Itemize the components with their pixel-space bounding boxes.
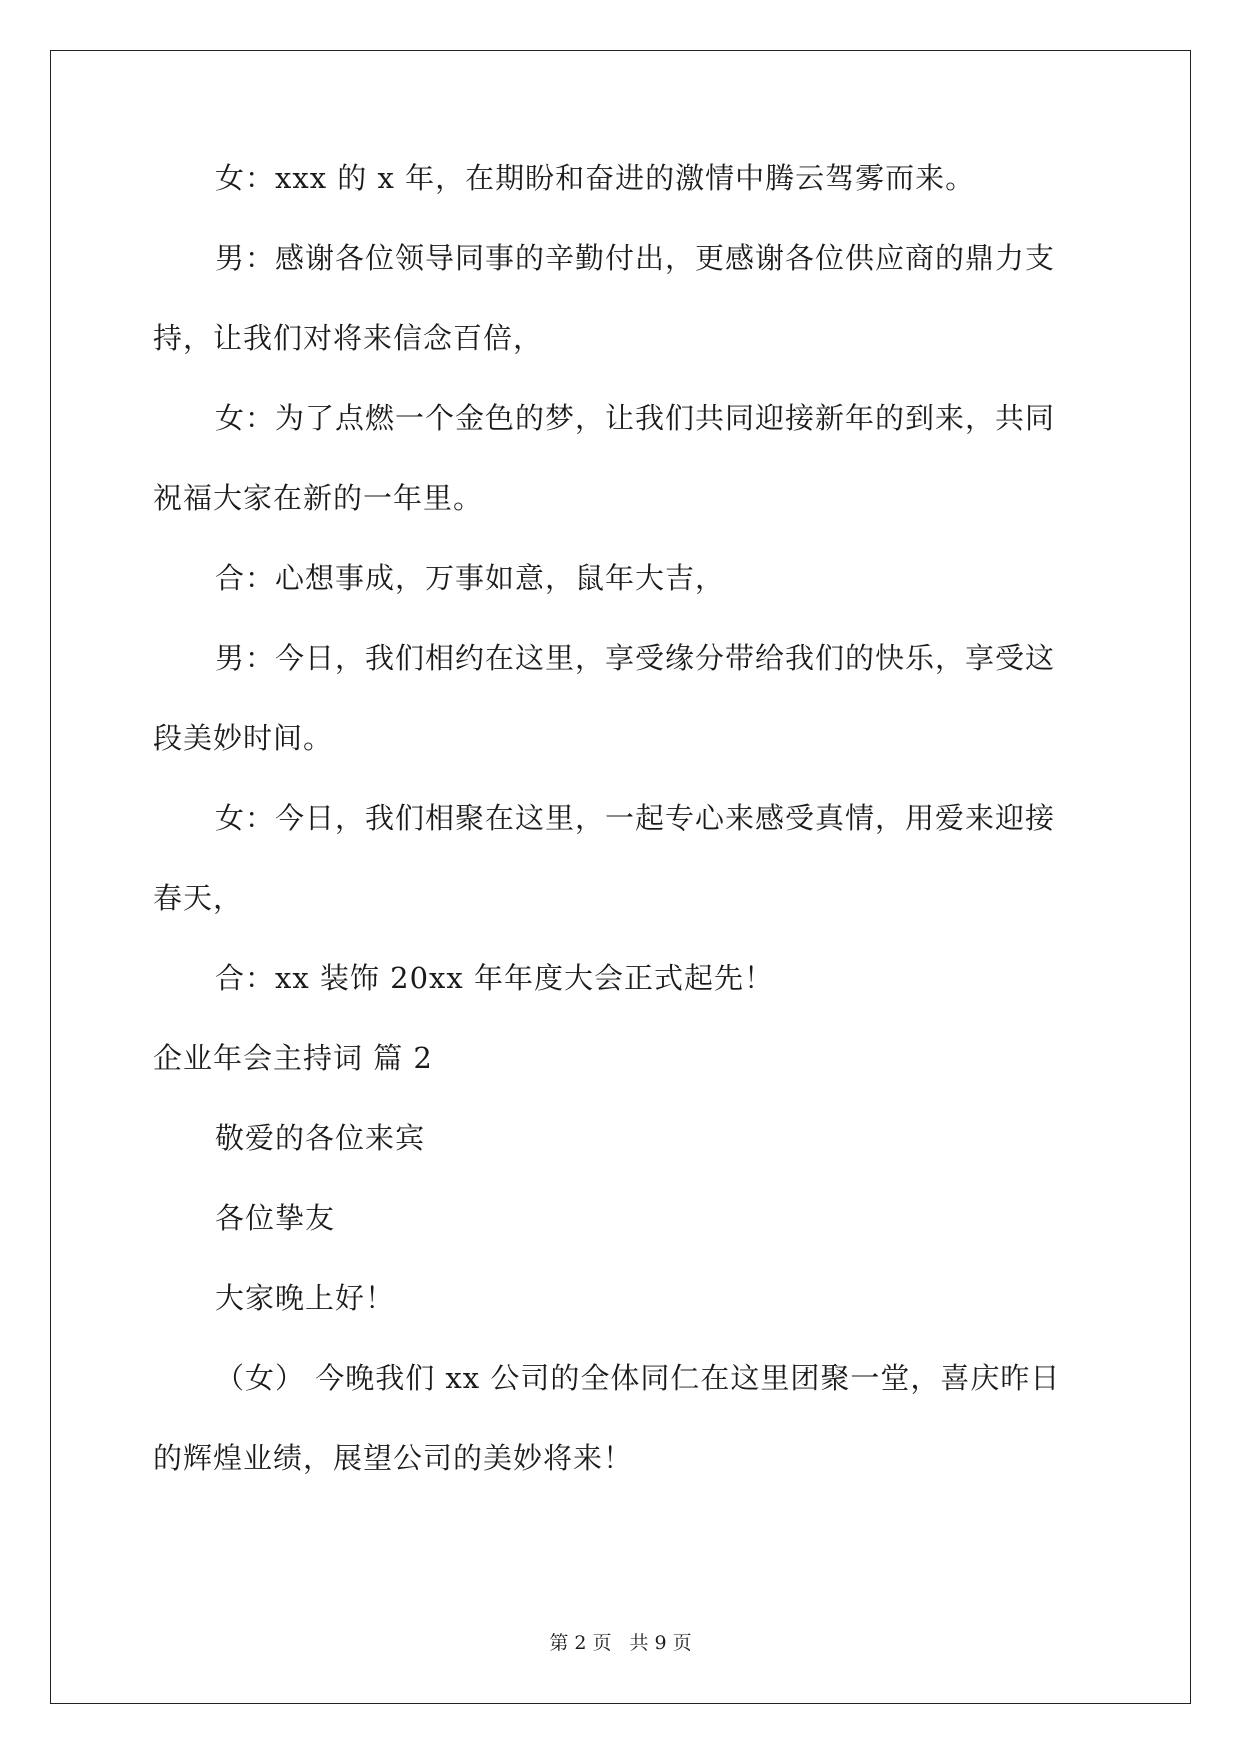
text-line: 持，让我们对将来信念百倍， [153,321,544,355]
text-line: 段美妙时间。 [153,721,334,755]
text-line: 女：为了点燃一个金色的梦，让我们共同迎接新年的到来，共同 [215,401,1056,435]
text-line: 各位挚友 [215,1201,336,1235]
section-heading: 企业年会主持词 篇 2 [153,1041,433,1075]
text-line: 的辉煌业绩，展望公司的美妙将来！ [153,1441,634,1475]
text-line: 大家晚上好！ [215,1281,396,1315]
page-footer [0,1628,1241,1655]
text-line: 敬爱的各位来宾 [215,1121,426,1155]
text-line: 合：xx 装饰 20xx 年年度大会正式起先！ [215,961,774,995]
text-line: 女：今日，我们相聚在这里，一起专心来感受真情，用爱来迎接 [215,801,1056,835]
text-line: 春天， [153,881,244,915]
text-line: 女：xxx 的 x 年，在期盼和奋进的激情中腾云驾雾而来。 [215,161,976,195]
document-body [153,160,1093,1520]
text-line: 男：今日，我们相约在这里，享受缘分带给我们的快乐，享受这 [215,641,1056,675]
text-line: 祝福大家在新的一年里。 [153,481,484,515]
total-pages: 共 9 页 [629,1632,692,1654]
page-number: 第 2 页 [549,1632,612,1654]
text-line: 合：心想事成，万事如意，鼠年大吉， [215,561,726,595]
text-line: 男：感谢各位领导同事的辛勤付出，更感谢各位供应商的鼎力支 [215,241,1056,275]
text-line: （女） 今晚我们 xx 公司的全体同仁在这里团聚一堂，喜庆昨日 [215,1361,1061,1395]
